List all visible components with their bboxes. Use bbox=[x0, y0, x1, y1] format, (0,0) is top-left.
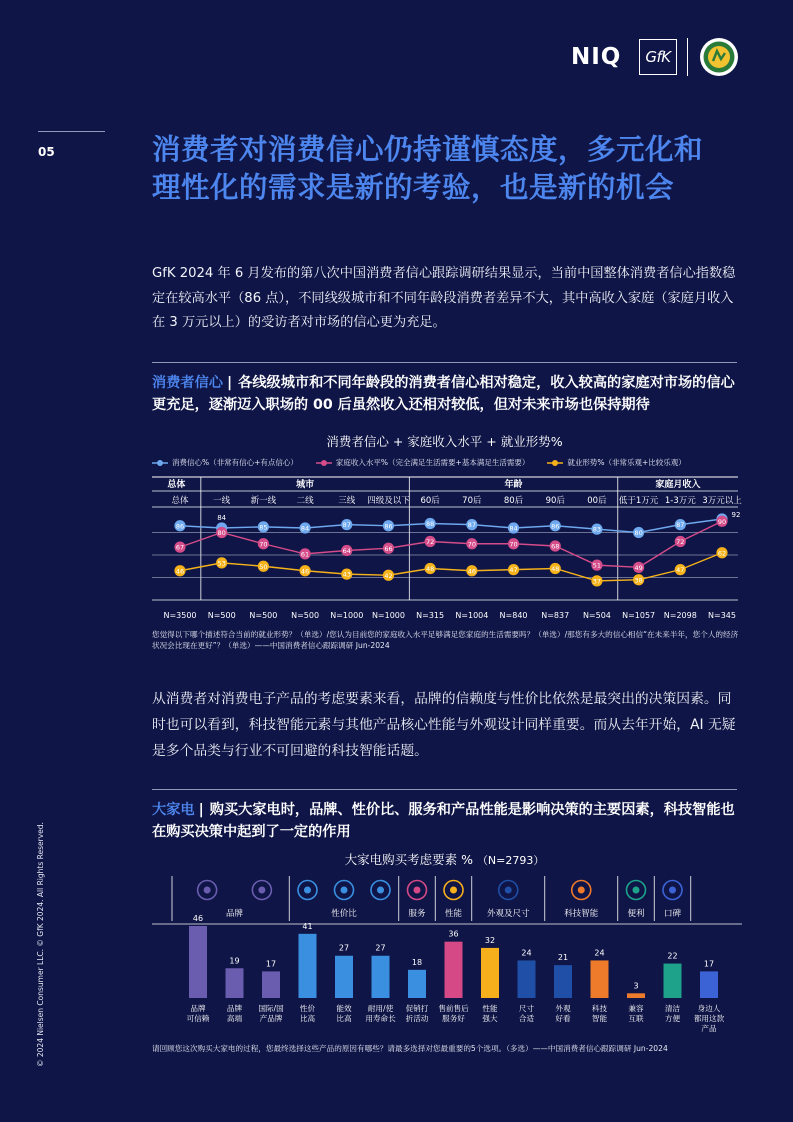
bar-value-label: 19 bbox=[229, 956, 240, 966]
bar-category-label: 耐用/使 bbox=[367, 1004, 394, 1013]
bar-category-label: 比高 bbox=[336, 1014, 352, 1023]
bar-category-label: 品牌 bbox=[226, 1004, 243, 1013]
factor-group-label: 便利 bbox=[627, 909, 645, 919]
headline-line-2: 理性化的需求是新的考验，也是新的机会 bbox=[152, 171, 675, 204]
section-2-title: 购买大家电时，品牌、性价比、服务和产品性能是影响决策的主要因素，科技智能也在购买决策中起到了一定的作用 bbox=[152, 802, 735, 840]
data-label: 87 bbox=[676, 521, 685, 530]
bar-chart bbox=[152, 872, 742, 1037]
resize-arrows-icon bbox=[499, 881, 518, 900]
bar bbox=[445, 942, 463, 998]
data-label: 70 bbox=[259, 540, 268, 549]
data-label: 61 bbox=[300, 550, 310, 559]
data-label: 83 bbox=[592, 525, 602, 534]
data-label: 46 bbox=[300, 567, 310, 576]
sample-size-label: N=500 bbox=[207, 611, 236, 620]
legend-marker-income bbox=[316, 459, 332, 467]
sample-size-label: N=1000 bbox=[371, 611, 405, 620]
bar bbox=[262, 971, 280, 998]
section-2-heading bbox=[152, 799, 742, 843]
bar-category-label: 用寿命长 bbox=[365, 1014, 396, 1023]
percent-icon bbox=[371, 881, 390, 900]
bar-value-label: 36 bbox=[448, 929, 459, 939]
sample-size-label: N=837 bbox=[541, 611, 570, 620]
icon-core bbox=[450, 887, 457, 894]
bar-value-label: 21 bbox=[557, 953, 569, 963]
bar-chart-subtitle: （N=2793） bbox=[476, 854, 545, 867]
data-label: 49 bbox=[634, 563, 643, 572]
category-label: 00后 bbox=[587, 496, 607, 506]
bar-value-label: 24 bbox=[594, 948, 605, 958]
legend-item-income bbox=[316, 457, 529, 468]
bar-category-label: 产品牌 bbox=[259, 1014, 283, 1023]
legend-label-confidence: 消费信心%（非常有信心+有点信心） bbox=[172, 458, 298, 467]
page-headline bbox=[152, 131, 752, 207]
emblem-logo-icon bbox=[699, 37, 739, 77]
icon-core bbox=[578, 887, 585, 894]
category-label: 80后 bbox=[503, 496, 524, 506]
legend-label-employment: 就业形势%（非常乐观+比较乐观） bbox=[567, 458, 686, 467]
bar-category-label: 都用这款 bbox=[693, 1014, 725, 1023]
data-label: 87 bbox=[342, 521, 351, 530]
data-label: 70 bbox=[509, 540, 518, 549]
bar-value-label: 3 bbox=[633, 981, 639, 991]
bar-category-label: 兼容 bbox=[628, 1004, 644, 1013]
bar-category-label: 高端 bbox=[226, 1014, 243, 1023]
sample-size-label: N=1000 bbox=[330, 611, 364, 620]
bar-category-label: 国际/国 bbox=[258, 1004, 284, 1013]
legend-item-confidence bbox=[152, 457, 298, 468]
bar-category-label: 强大 bbox=[482, 1014, 498, 1023]
intro-paragraph: GfK 2024 年 6 月发布的第八次中国消费者信心跟踪调研结果显示，当前中国整体消费者信心指数稳定在较高水平（86 点），不同线级城市和不同年龄段消费者差异不大，其中高收入家庭（家庭月收入在 3 万元以上）的受访者对市场的信心更为充足。 bbox=[152, 266, 736, 330]
legend-item-employment bbox=[547, 457, 685, 468]
bar-chart-title bbox=[152, 850, 737, 868]
icon-core bbox=[414, 887, 421, 894]
category-label: 70后 bbox=[462, 496, 482, 506]
group-header-label: 年龄 bbox=[504, 480, 523, 490]
bar-category-label: 比高 bbox=[299, 1014, 316, 1023]
factor-group-label: 性能 bbox=[444, 909, 463, 919]
section-1-title: 各线级城市和不同年龄段的消费者信心相对稳定，收入较高的家庭对市场的信心更充足，逐渐迈入职场的 00 后虽然收入还相对较低，但对未来市场也保持期待 bbox=[152, 375, 735, 413]
data-label: 62 bbox=[717, 549, 727, 558]
bar-category-label: 服务好 bbox=[442, 1014, 465, 1023]
icon-core bbox=[669, 887, 676, 894]
category-label: 总体 bbox=[171, 496, 189, 506]
bar-value-label: 27 bbox=[375, 943, 386, 953]
robot-icon bbox=[572, 881, 591, 900]
service-24h-icon bbox=[408, 881, 427, 900]
data-label: 72 bbox=[676, 538, 685, 546]
bar-value-label: 41 bbox=[302, 921, 313, 931]
bar-category-label: 互联 bbox=[628, 1014, 644, 1023]
bar bbox=[481, 948, 499, 998]
sale-tag-icon bbox=[298, 881, 317, 900]
bar bbox=[591, 960, 609, 998]
category-label: 3万元以上 bbox=[702, 496, 742, 506]
bar-value-label: 24 bbox=[521, 948, 532, 958]
legend-marker-confidence bbox=[152, 459, 168, 467]
data-label: 53 bbox=[217, 559, 226, 568]
bar-value-label: 17 bbox=[265, 959, 277, 969]
data-label: 80 bbox=[634, 529, 643, 537]
data-label: 47 bbox=[509, 566, 518, 575]
factor-group-label: 性价比 bbox=[331, 909, 357, 919]
gfk-logo: GfK bbox=[639, 39, 677, 75]
category-label: 二线 bbox=[296, 496, 314, 506]
bar bbox=[700, 971, 718, 998]
data-label: 48 bbox=[426, 565, 435, 573]
bar bbox=[189, 926, 207, 998]
section-1-rule bbox=[152, 362, 737, 363]
line-chart-title: 消费者信心 + 家庭收入水平 + 就业形势% bbox=[326, 434, 563, 449]
headline-line-1: 消费者对消费信心仍持谨慎态度，多元化和 bbox=[152, 133, 704, 166]
icon-core bbox=[304, 887, 311, 894]
data-label: 50 bbox=[259, 562, 268, 571]
group-header-label: 总体 bbox=[167, 480, 186, 490]
line-chart-legend bbox=[152, 457, 742, 468]
sample-size-label: N=345 bbox=[708, 611, 736, 620]
data-label: 88 bbox=[426, 520, 435, 528]
factor-group-label: 口碑 bbox=[663, 909, 682, 919]
category-label: 1-3万元 bbox=[664, 496, 696, 506]
performance-icon bbox=[444, 881, 463, 900]
factor-group-label: 外观及尺寸 bbox=[486, 909, 530, 919]
legend-marker-employment bbox=[547, 459, 563, 467]
line-chart-source: 您觉得以下哪个描述符合当前的就业形势？（单选）/您认为目前您的家庭收入水平足够满足您家庭的生活需要吗？（单选）/那您有多大的信心相信“在未来半年，您个人的经济状况会比现在更好”？（单选）——中国消费者信心跟踪调研 Jun-2024 bbox=[152, 630, 739, 650]
sample-size-label: N=500 bbox=[291, 611, 320, 620]
data-label: 51 bbox=[592, 561, 602, 570]
data-label: 86 bbox=[175, 522, 185, 531]
bar-category-label: 促销打 bbox=[405, 1004, 429, 1013]
bar bbox=[664, 964, 682, 998]
line-chart bbox=[150, 476, 742, 626]
data-label: 48 bbox=[551, 565, 560, 573]
sample-size-label: N=500 bbox=[249, 611, 278, 620]
bar-category-label: 售前售后 bbox=[438, 1004, 469, 1013]
data-label: 66 bbox=[384, 544, 393, 553]
data-label: 64 bbox=[342, 547, 351, 555]
bar-value-label: 46 bbox=[192, 914, 204, 923]
globe-icon bbox=[252, 881, 271, 900]
data-label: 38 bbox=[634, 576, 643, 585]
bar-category-label: 身边人 bbox=[697, 1004, 721, 1013]
bar bbox=[372, 956, 390, 998]
data-label: 42 bbox=[384, 571, 393, 580]
niq-logo: NIQ bbox=[571, 44, 622, 70]
bar-value-label: 27 bbox=[338, 943, 350, 953]
bar-chart-source: 请回顾您这次购买大家电的过程，您最终选择这些产品的原因有哪些？请最多选择对您最重要的5个选项。（多选）——中国消费者信心跟踪调研 Jun-2024 bbox=[152, 1044, 668, 1053]
bar-chart-title-text: 大家电购买考虑要素 % bbox=[344, 852, 473, 867]
factor-group-label: 品牌 bbox=[225, 909, 244, 919]
cart-icon bbox=[335, 881, 354, 900]
icon-core bbox=[258, 887, 265, 894]
section-2-rule bbox=[152, 789, 737, 790]
data-label: 46 bbox=[175, 567, 185, 576]
copyright-notice: © 2024 Nielsen Consumer LLC. © GfK 2024. All Rights Reserved. bbox=[36, 822, 45, 1067]
category-label: 低于1万元 bbox=[618, 496, 659, 506]
bar bbox=[299, 934, 317, 998]
bar-value-label: 18 bbox=[411, 957, 423, 967]
section-1-divider: | bbox=[226, 375, 233, 391]
bar-category-label: 折活动 bbox=[405, 1014, 429, 1023]
data-label: 80 bbox=[217, 529, 226, 537]
data-label: 90 bbox=[717, 517, 727, 526]
icon-core bbox=[341, 887, 348, 894]
rating-stars-icon bbox=[663, 881, 682, 900]
sample-size-label: N=3500 bbox=[163, 611, 197, 620]
bar-category-label: 方便 bbox=[664, 1014, 681, 1023]
data-label: 86 bbox=[384, 522, 393, 531]
bar-category-label: 智能 bbox=[591, 1014, 608, 1023]
category-label: 60后 bbox=[420, 496, 440, 506]
group-header-label: 家庭月收入 bbox=[655, 480, 701, 490]
bar-value-label: 22 bbox=[667, 951, 678, 961]
sample-size-label: N=1004 bbox=[455, 611, 489, 620]
bar-category-label: 清洁 bbox=[664, 1004, 681, 1013]
category-label: 三线 bbox=[338, 496, 356, 506]
data-label: 84 bbox=[509, 524, 518, 533]
data-label: 68 bbox=[551, 542, 560, 551]
data-label: 37 bbox=[592, 577, 602, 586]
section-2-divider: | bbox=[198, 802, 204, 818]
sample-size-label: N=840 bbox=[499, 611, 528, 620]
bar-category-label: 外观 bbox=[555, 1004, 571, 1013]
bar-value-label: 32 bbox=[484, 935, 496, 945]
data-label: 43 bbox=[342, 570, 351, 579]
bar-category-label: 性能 bbox=[482, 1004, 498, 1013]
group-header-label: 城市 bbox=[296, 480, 315, 490]
factor-group-label: 服务 bbox=[408, 909, 426, 919]
data-label: 72 bbox=[426, 538, 435, 546]
category-label: 一线 bbox=[213, 496, 231, 506]
category-label: 新一线 bbox=[250, 496, 277, 506]
data-label: 86 bbox=[551, 522, 560, 531]
data-label: 70 bbox=[467, 540, 476, 549]
page-number-rule bbox=[38, 131, 105, 132]
bar bbox=[226, 968, 244, 998]
data-label: 47 bbox=[676, 566, 685, 575]
bar-category-label: 好看 bbox=[555, 1014, 571, 1023]
icon-core bbox=[633, 887, 640, 894]
bar bbox=[627, 993, 645, 998]
data-label: 84 bbox=[300, 524, 310, 533]
bar-category-label: 品牌 bbox=[190, 1004, 206, 1013]
bar-category-label: 尺寸 bbox=[518, 1004, 535, 1013]
award-icon bbox=[198, 881, 217, 900]
bar-category-label: 性价 bbox=[299, 1004, 316, 1013]
bar bbox=[408, 970, 426, 998]
bar-category-label: 科技 bbox=[591, 1004, 608, 1013]
sample-size-label: N=2098 bbox=[663, 611, 697, 620]
data-label: 84 bbox=[217, 514, 227, 522]
section-2-tag: 大家电 bbox=[152, 802, 195, 818]
section-1-heading bbox=[152, 372, 742, 416]
factor-group-label: 科技智能 bbox=[564, 909, 599, 919]
bar-category-label: 可信赖 bbox=[186, 1014, 210, 1023]
cleaning-icon bbox=[627, 881, 646, 900]
data-label: 87 bbox=[467, 521, 476, 530]
legend-label-income: 家庭收入水平%（完全满足生活需要+基本满足生活需要） bbox=[335, 458, 530, 467]
body-paragraph-2: 从消费者对消费电子产品的考虑要素来看，品牌的信赖度与性价比依然是最突出的决策因素。同时也可以看到，科技智能元素与其他产品核心性能与外观设计同样重要。而从去年开始，AI 无疑是多个品类与行业不可回避的科技智能话题。 bbox=[152, 691, 736, 759]
bar bbox=[554, 965, 572, 998]
bar bbox=[335, 956, 353, 998]
bar-value-label: 17 bbox=[703, 959, 715, 969]
data-label: 67 bbox=[175, 543, 185, 552]
bar-category-label: 合适 bbox=[518, 1014, 535, 1023]
sample-size-label: N=1057 bbox=[622, 611, 656, 620]
page-number: 05 bbox=[38, 145, 55, 159]
section-1-tag: 消费者信心 bbox=[152, 375, 223, 391]
data-label: 85 bbox=[259, 523, 268, 532]
bar-category-label: 产品 bbox=[701, 1024, 717, 1033]
sample-size-label: N=504 bbox=[582, 611, 611, 620]
data-label: 46 bbox=[467, 567, 476, 576]
logo-separator bbox=[687, 38, 688, 76]
sample-size-label: N=315 bbox=[416, 611, 445, 620]
icon-core bbox=[505, 887, 512, 894]
bar bbox=[518, 960, 536, 998]
data-label: 92 bbox=[731, 511, 741, 519]
icon-core bbox=[204, 887, 211, 894]
category-label: 90后 bbox=[545, 496, 565, 506]
icon-core bbox=[377, 887, 384, 894]
bar-category-label: 能效 bbox=[336, 1004, 352, 1013]
category-label: 四级及以下 bbox=[367, 496, 410, 506]
